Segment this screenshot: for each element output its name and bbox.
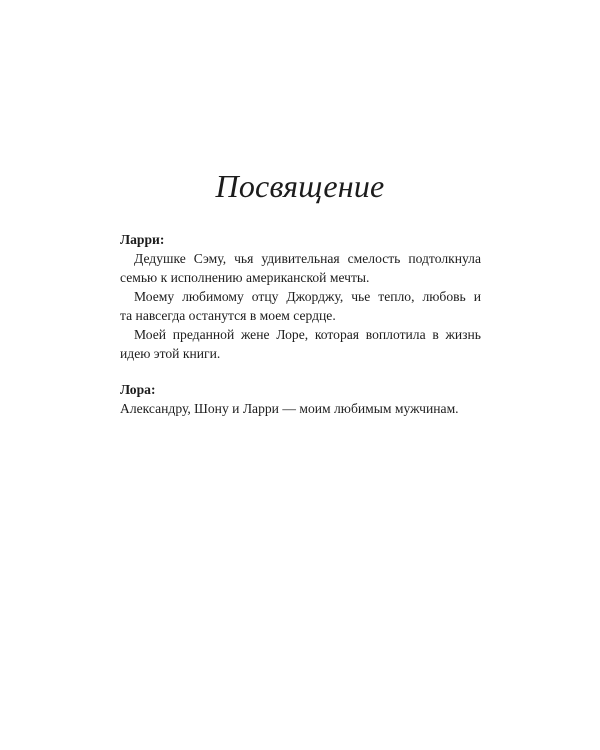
text-line: Моей преданной жене Лоре, которая воплотила в жизнь: [134, 327, 481, 342]
dedication-body: [120, 230, 481, 418]
dedicator-name: Ларри:: [120, 232, 165, 247]
dedication-paragraph: [120, 249, 481, 287]
dedication-section-larry: [120, 230, 481, 363]
dedication-paragraph: [120, 287, 481, 325]
text-line: идею этой книги.: [120, 346, 221, 361]
text-line: Александру, Шону и Ларри — моим любимым мужчинам.: [120, 401, 459, 416]
dedication-paragraph: [120, 399, 481, 418]
text-line: семью к исполнению американской мечты.: [120, 270, 370, 285]
text-line: та навсегда останутся в моем сердце.: [120, 308, 336, 323]
dedication-paragraph: [120, 325, 481, 363]
text-line: Моему любимому отцу Джорджу, чье тепло, любовь и: [134, 289, 481, 304]
text-line: Дедушке Сэму, чья удивительная смелость подтолкнула: [134, 251, 481, 266]
dedicator-name: Лора:: [120, 382, 156, 397]
page-title: Посвящение: [215, 168, 385, 204]
dedication-section-laura: [120, 380, 481, 418]
